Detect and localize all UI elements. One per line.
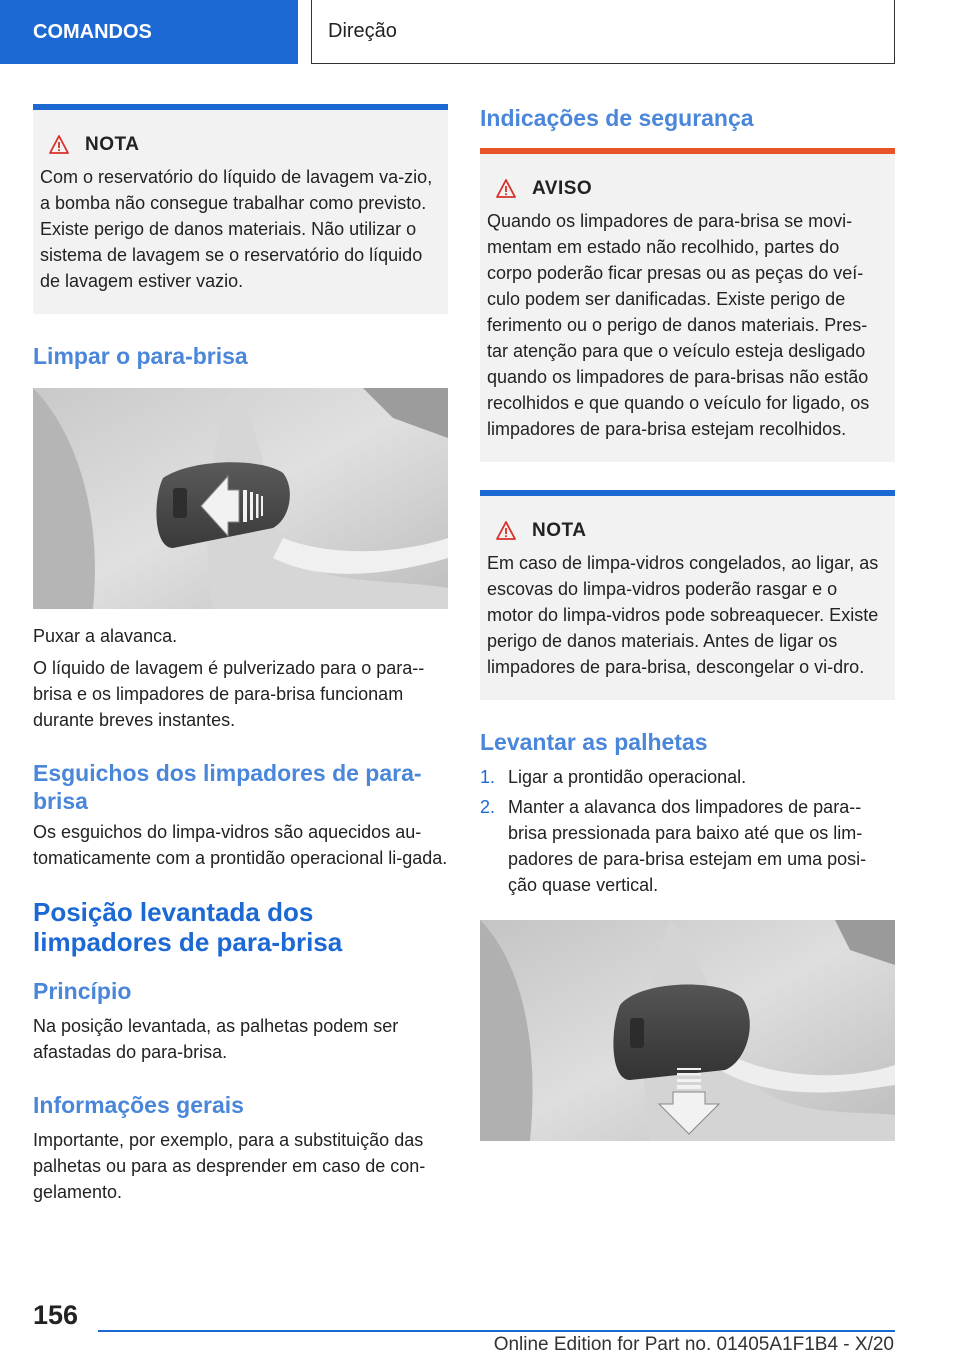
- warning-text: Quando os limpadores de para-brisa se movi-mentam em estado não recolhido, partes do corpo poderão ficar presas ou as peças do veí-culo podem ser danificadas. Existe perigo de ferimento ou o perigo de danos materiais. Pres-tar atenção para que o veículo esteja desligado quando os limpadores de para-brisas não estão recolhidos e que quando o veículo for ligado, os limpadores de para-brisa estejam recolhidos.: [487, 211, 870, 439]
- header-section-tab: COMANDOS: [0, 0, 298, 64]
- note-header: [487, 520, 887, 542]
- clean-windshield-heading: Limpar o para-brisa: [33, 343, 248, 369]
- footer-edition: Online Edition for Part no. 01405A1F1B4 - X/20: [493, 1334, 894, 1355]
- warning-triangle-icon: [49, 135, 69, 155]
- note-header: [40, 134, 440, 156]
- note-title: NOTA: [85, 134, 140, 155]
- lift-blades-heading: Levantar as palhetas: [480, 729, 708, 755]
- general-info-text: Importante, por exemplo, para a substituição das palhetas ou para as desprender em caso de con-gelamento.: [33, 1130, 426, 1202]
- warning-header: [487, 178, 887, 200]
- clean-step-text: Puxar a alavanca.: [33, 626, 178, 646]
- warning-title: AVISO: [532, 178, 593, 199]
- step-text: Manter a alavanca dos limpadores de para--brisa pressionada para baixo até que os lim-padores de para-brisa estejam em uma posi-ção quase vertical.: [508, 797, 867, 895]
- nozzles-heading: Esguichos dos limpadores de para-brisa: [33, 760, 422, 814]
- safety-heading: Indicações de segurança: [480, 105, 754, 131]
- header-topic: Direção: [311, 0, 895, 64]
- left-column: [33, 104, 448, 1211]
- lift-steps-list: [480, 764, 895, 898]
- wiper-lever-down-photo: [480, 920, 895, 1141]
- note-box-frozen: [480, 490, 895, 700]
- warning-triangle-icon: [496, 179, 516, 199]
- wiper-lever-pull-photo: [33, 388, 448, 609]
- step-number: 2.: [480, 797, 496, 817]
- footer-rule: [98, 1330, 895, 1332]
- note-text: Em caso de limpa-vidros congelados, ao ligar, as escovas do limpa-vidros poderão rasgar e o motor do limpa-vidros pode sobreaquecer. Existe perigo de danos materiais. Antes de ligar os limpadores de para-brisa, descongelar o vi-dro.: [487, 553, 879, 677]
- raised-position-heading: Posição levantada dos limpadores de para-brisa: [33, 897, 343, 957]
- principle-heading: Princípio: [33, 978, 132, 1004]
- note-text: Com o reservatório do líquido de lavagem va-zio, a bomba não consegue trabalhar como previsto. Existe perigo de danos materiais. Não utilizar o sistema de lavagem se o reservatório do líquido de lavagem estiver vazio.: [40, 167, 433, 291]
- list-item: [480, 794, 895, 898]
- nozzles-text: Os esguichos do limpa-vidros são aquecidos au-tomaticamente com a prontidão operacional li-gada.: [33, 822, 448, 868]
- clean-description: O líquido de lavagem é pulverizado para o para--brisa e os limpadores de para-brisa funcionam durante breves instantes.: [33, 658, 425, 730]
- page-number: 156: [33, 1300, 79, 1330]
- right-column: [480, 104, 895, 1141]
- note-title: NOTA: [532, 520, 587, 541]
- general-info-heading: Informações gerais: [33, 1092, 244, 1118]
- note-box-reservoir: [33, 104, 448, 314]
- list-item: [480, 764, 895, 790]
- step-number: 1.: [480, 767, 496, 787]
- warning-triangle-icon: [496, 521, 516, 541]
- warning-box: [480, 148, 895, 462]
- principle-text: Na posição levantada, as palhetas podem ser afastadas do para-brisa.: [33, 1016, 399, 1062]
- step-text: Ligar a prontidão operacional.: [508, 767, 747, 787]
